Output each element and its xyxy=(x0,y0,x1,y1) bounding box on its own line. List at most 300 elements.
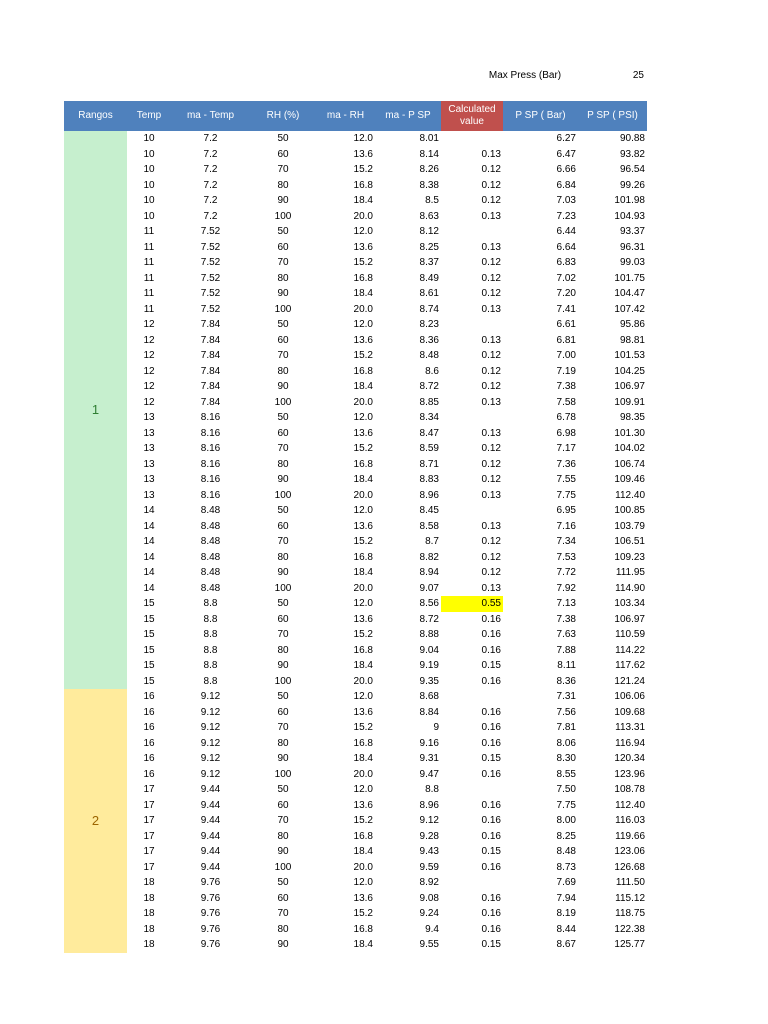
psp-psi-cell[interactable]: 107.42 xyxy=(614,303,645,315)
temp-cell[interactable]: 11 xyxy=(143,288,155,299)
calculated-value-cell[interactable]: 0.16 xyxy=(481,923,501,935)
psp-bar-cell[interactable]: 6.27 xyxy=(556,133,576,144)
ma-psp-cell[interactable]: 8.34 xyxy=(419,412,439,423)
temp-cell[interactable]: 17 xyxy=(143,846,155,857)
psp-psi-cell[interactable]: 103.79 xyxy=(614,520,645,532)
ma-temp-cell[interactable]: 8.8 xyxy=(203,613,218,625)
ma-psp-cell[interactable]: 8.94 xyxy=(419,567,439,578)
rh-cell[interactable]: 70 xyxy=(277,257,289,268)
psp-bar-cell[interactable]: 6.47 xyxy=(556,148,576,160)
temp-cell[interactable]: 17 xyxy=(143,784,155,795)
psp-bar-cell[interactable]: 8.00 xyxy=(556,815,576,826)
ma-rh-cell[interactable]: 15.2 xyxy=(353,350,373,361)
calculated-value-cell[interactable]: 0.13 xyxy=(481,427,501,439)
ma-rh-cell[interactable]: 18.4 xyxy=(353,660,373,671)
calculated-value-cell[interactable]: 0.13 xyxy=(481,303,501,315)
ma-temp-cell[interactable]: 7.84 xyxy=(200,350,221,361)
temp-cell[interactable]: 10 xyxy=(143,179,155,191)
rh-cell[interactable]: 80 xyxy=(277,830,289,842)
psp-bar-cell[interactable]: 8.25 xyxy=(556,830,576,842)
ma-temp-cell[interactable]: 8.48 xyxy=(200,567,221,578)
psp-psi-cell[interactable]: 116.03 xyxy=(615,815,645,826)
psp-bar-cell[interactable]: 7.38 xyxy=(556,613,576,625)
rh-cell[interactable]: 70 xyxy=(277,164,289,175)
ma-psp-cell[interactable]: 9.04 xyxy=(419,644,439,656)
rh-cell[interactable]: 90 xyxy=(277,660,289,671)
ma-psp-cell[interactable]: 8.71 xyxy=(419,458,439,470)
calculated-value-cell[interactable]: 0.12 xyxy=(481,536,501,547)
psp-psi-cell[interactable]: 114.90 xyxy=(615,582,645,594)
rh-cell[interactable]: 60 xyxy=(277,427,289,439)
ma-temp-cell[interactable]: 9.44 xyxy=(200,861,221,873)
calculated-value-cell[interactable] xyxy=(441,875,503,891)
temp-cell[interactable]: 12 xyxy=(143,319,155,330)
calculated-value-cell[interactable]: 0.16 xyxy=(481,799,501,811)
temp-cell[interactable]: 11 xyxy=(143,226,155,237)
psp-bar-cell[interactable]: 6.84 xyxy=(556,179,576,191)
ma-temp-cell[interactable]: 7.52 xyxy=(200,241,221,253)
rh-cell[interactable]: 100 xyxy=(274,768,292,780)
ma-rh-cell[interactable]: 16.8 xyxy=(353,830,373,842)
ma-rh-cell[interactable]: 15.2 xyxy=(353,257,373,268)
ma-psp-cell[interactable]: 8.63 xyxy=(419,210,439,222)
ma-temp-cell[interactable]: 8.16 xyxy=(200,412,221,423)
rh-cell[interactable]: 80 xyxy=(277,272,289,284)
ma-temp-cell[interactable]: 8.16 xyxy=(200,474,221,485)
psp-psi-cell[interactable]: 93.37 xyxy=(619,226,645,237)
temp-cell[interactable]: 18 xyxy=(143,923,155,935)
rh-cell[interactable]: 70 xyxy=(277,815,289,826)
temp-cell[interactable]: 16 xyxy=(143,691,155,702)
ma-psp-cell[interactable]: 9.19 xyxy=(419,660,439,671)
psp-psi-cell[interactable]: 111.95 xyxy=(615,567,645,578)
ma-temp-cell[interactable]: 7.52 xyxy=(200,257,221,268)
rh-cell[interactable]: 80 xyxy=(277,551,289,563)
ma-temp-cell[interactable]: 8.48 xyxy=(200,505,221,516)
ma-rh-cell[interactable]: 15.2 xyxy=(353,815,373,826)
temp-cell[interactable]: 12 xyxy=(143,350,155,361)
rh-cell[interactable]: 70 xyxy=(277,443,289,454)
ma-temp-cell[interactable]: 7.2 xyxy=(203,148,218,160)
psp-psi-cell[interactable]: 106.74 xyxy=(614,458,645,470)
temp-cell[interactable]: 14 xyxy=(143,582,155,594)
temp-cell[interactable]: 15 xyxy=(143,629,155,640)
psp-bar-cell[interactable]: 7.58 xyxy=(556,396,576,408)
ma-temp-cell[interactable]: 7.52 xyxy=(200,303,221,315)
psp-psi-cell[interactable]: 109.46 xyxy=(614,474,645,485)
col-header-psp-bar[interactable]: P SP ( Bar) xyxy=(503,101,578,131)
ma-temp-cell[interactable]: 9.44 xyxy=(200,799,221,811)
ma-temp-cell[interactable]: 9.12 xyxy=(200,691,221,702)
psp-bar-cell[interactable]: 8.36 xyxy=(556,675,576,687)
temp-cell[interactable]: 11 xyxy=(143,272,155,284)
ma-rh-cell[interactable]: 16.8 xyxy=(353,272,373,284)
rh-cell[interactable]: 70 xyxy=(277,536,289,547)
temp-cell[interactable]: 10 xyxy=(143,148,155,160)
ma-temp-cell[interactable]: 8.8 xyxy=(203,598,218,609)
temp-cell[interactable]: 13 xyxy=(143,412,155,423)
temp-cell[interactable]: 18 xyxy=(143,877,155,888)
psp-bar-cell[interactable]: 6.64 xyxy=(556,241,576,253)
psp-psi-cell[interactable]: 125.77 xyxy=(614,939,645,950)
calculated-value-cell[interactable]: 0.12 xyxy=(481,179,501,191)
temp-cell[interactable]: 17 xyxy=(143,861,155,873)
psp-bar-cell[interactable]: 8.44 xyxy=(556,923,576,935)
psp-psi-cell[interactable]: 106.51 xyxy=(614,536,645,547)
temp-cell[interactable]: 10 xyxy=(143,195,155,206)
psp-bar-cell[interactable]: 7.88 xyxy=(556,644,576,656)
temp-cell[interactable]: 10 xyxy=(143,210,155,222)
temp-cell[interactable]: 14 xyxy=(143,551,155,563)
ma-rh-cell[interactable]: 15.2 xyxy=(353,536,373,547)
calculated-value-cell[interactable]: 0.12 xyxy=(481,443,501,454)
temp-cell[interactable]: 15 xyxy=(143,613,155,625)
rh-cell[interactable]: 90 xyxy=(277,288,289,299)
ma-temp-cell[interactable]: 8.16 xyxy=(200,458,221,470)
rh-cell[interactable]: 50 xyxy=(277,784,289,795)
ma-rh-cell[interactable]: 16.8 xyxy=(353,365,373,377)
ma-temp-cell[interactable]: 7.2 xyxy=(203,133,218,144)
psp-bar-cell[interactable]: 8.19 xyxy=(556,908,576,919)
ma-rh-cell[interactable]: 18.4 xyxy=(353,567,373,578)
ma-temp-cell[interactable]: 8.16 xyxy=(200,427,221,439)
psp-bar-cell[interactable]: 7.41 xyxy=(556,303,576,315)
ma-rh-cell[interactable]: 18.4 xyxy=(353,288,373,299)
calculated-value-cell[interactable]: 0.12 xyxy=(481,350,501,361)
ma-temp-cell[interactable]: 9.12 xyxy=(200,722,221,733)
ma-rh-cell[interactable]: 13.6 xyxy=(353,892,373,904)
ma-psp-cell[interactable]: 9 xyxy=(433,722,439,733)
calculated-value-cell[interactable]: 0.16 xyxy=(481,613,501,625)
calculated-value-cell[interactable]: 0.12 xyxy=(481,195,501,206)
calculated-value-cell[interactable]: 0.12 xyxy=(481,164,501,175)
ma-psp-cell[interactable]: 8.37 xyxy=(419,257,439,268)
rh-cell[interactable]: 90 xyxy=(277,474,289,485)
psp-bar-cell[interactable]: 7.75 xyxy=(556,489,576,501)
rh-cell[interactable]: 60 xyxy=(277,706,289,718)
psp-psi-cell[interactable]: 123.96 xyxy=(614,768,645,780)
psp-bar-cell[interactable]: 7.72 xyxy=(556,567,576,578)
temp-cell[interactable]: 16 xyxy=(143,768,155,780)
calculated-value-cell[interactable]: 0.15 xyxy=(481,753,501,764)
ma-rh-cell[interactable]: 16.8 xyxy=(353,644,373,656)
ma-psp-cell[interactable]: 8.72 xyxy=(419,613,439,625)
ma-psp-cell[interactable]: 8.96 xyxy=(419,489,439,501)
ma-rh-cell[interactable]: 15.2 xyxy=(353,722,373,733)
psp-psi-cell[interactable]: 109.23 xyxy=(614,551,645,563)
ma-rh-cell[interactable]: 12.0 xyxy=(353,784,373,795)
col-header-ma-psp[interactable]: ma - P SP xyxy=(375,101,441,131)
psp-psi-cell[interactable]: 109.91 xyxy=(614,396,645,408)
ma-rh-cell[interactable]: 13.6 xyxy=(353,799,373,811)
ma-rh-cell[interactable]: 12.0 xyxy=(353,505,373,516)
temp-cell[interactable]: 17 xyxy=(143,815,155,826)
ma-temp-cell[interactable]: 9.76 xyxy=(200,892,221,904)
calculated-value-cell[interactable]: 0.13 xyxy=(481,489,501,501)
rh-cell[interactable]: 50 xyxy=(277,412,289,423)
psp-bar-cell[interactable]: 7.34 xyxy=(556,536,576,547)
temp-cell[interactable]: 16 xyxy=(143,722,155,733)
temp-cell[interactable]: 11 xyxy=(143,241,155,253)
ma-rh-cell[interactable]: 15.2 xyxy=(353,629,373,640)
ma-rh-cell[interactable]: 12.0 xyxy=(353,691,373,702)
ma-psp-cell[interactable]: 8.7 xyxy=(425,536,439,547)
ma-temp-cell[interactable]: 8.48 xyxy=(200,536,221,547)
ma-rh-cell[interactable]: 12.0 xyxy=(353,133,373,144)
temp-cell[interactable]: 11 xyxy=(143,303,155,315)
psp-psi-cell[interactable]: 112.40 xyxy=(615,799,645,811)
temp-cell[interactable]: 14 xyxy=(143,505,155,516)
ma-psp-cell[interactable]: 8.68 xyxy=(419,691,439,702)
ma-rh-cell[interactable]: 16.8 xyxy=(353,923,373,935)
ma-rh-cell[interactable]: 13.6 xyxy=(353,706,373,718)
calculated-value-cell[interactable]: 0.16 xyxy=(481,892,501,904)
ma-psp-cell[interactable]: 8.12 xyxy=(419,226,439,237)
ma-rh-cell[interactable]: 18.4 xyxy=(353,753,373,764)
psp-psi-cell[interactable]: 123.06 xyxy=(614,846,645,857)
calculated-value-cell[interactable]: 0.12 xyxy=(481,288,501,299)
psp-bar-cell[interactable]: 7.56 xyxy=(556,706,576,718)
temp-cell[interactable]: 12 xyxy=(143,334,155,346)
temp-cell[interactable]: 15 xyxy=(143,660,155,671)
temp-cell[interactable]: 16 xyxy=(143,737,155,749)
temp-cell[interactable]: 12 xyxy=(143,396,155,408)
ma-psp-cell[interactable]: 8.83 xyxy=(419,474,439,485)
ma-rh-cell[interactable]: 16.8 xyxy=(353,458,373,470)
psp-psi-cell[interactable]: 101.30 xyxy=(614,427,645,439)
temp-cell[interactable]: 18 xyxy=(143,939,155,950)
rango-cell[interactable]: 1 xyxy=(64,131,127,689)
psp-psi-cell[interactable]: 110.59 xyxy=(615,629,645,640)
col-header-ma-temp[interactable]: ma - Temp xyxy=(171,101,250,131)
rh-cell[interactable]: 50 xyxy=(277,598,289,609)
psp-bar-cell[interactable]: 6.78 xyxy=(556,412,576,423)
psp-psi-cell[interactable]: 106.97 xyxy=(614,613,645,625)
rh-cell[interactable]: 80 xyxy=(277,737,289,749)
calculated-value-cell[interactable]: 0.12 xyxy=(481,567,501,578)
rh-cell[interactable]: 60 xyxy=(277,148,289,160)
psp-psi-cell[interactable]: 113.31 xyxy=(615,722,645,733)
ma-temp-cell[interactable]: 9.76 xyxy=(200,939,221,950)
ma-psp-cell[interactable]: 9.07 xyxy=(419,582,439,594)
rh-cell[interactable]: 50 xyxy=(277,505,289,516)
ma-rh-cell[interactable]: 20.0 xyxy=(353,489,373,501)
rh-cell[interactable]: 100 xyxy=(274,489,292,501)
rh-cell[interactable]: 100 xyxy=(274,675,292,687)
temp-cell[interactable]: 12 xyxy=(143,381,155,392)
calculated-value-cell[interactable]: 0.16 xyxy=(481,644,501,656)
calculated-value-cell[interactable]: 0.12 xyxy=(481,257,501,268)
ma-psp-cell[interactable]: 8.8 xyxy=(425,784,439,795)
psp-bar-cell[interactable]: 6.83 xyxy=(556,257,576,268)
calculated-value-cell[interactable]: 0.12 xyxy=(481,272,501,284)
ma-psp-cell[interactable]: 8.82 xyxy=(419,551,439,563)
ma-temp-cell[interactable]: 9.12 xyxy=(200,753,221,764)
rh-cell[interactable]: 100 xyxy=(274,582,292,594)
psp-bar-cell[interactable]: 8.67 xyxy=(556,939,576,950)
rh-cell[interactable]: 100 xyxy=(274,210,292,222)
calculated-value-cell[interactable] xyxy=(441,689,503,705)
ma-temp-cell[interactable]: 8.16 xyxy=(200,489,221,501)
ma-rh-cell[interactable]: 18.4 xyxy=(353,474,373,485)
calculated-value-cell[interactable] xyxy=(441,503,503,519)
ma-psp-cell[interactable]: 9.31 xyxy=(419,753,439,764)
psp-bar-cell[interactable]: 7.53 xyxy=(556,551,576,563)
temp-cell[interactable]: 15 xyxy=(143,598,155,609)
psp-psi-cell[interactable]: 117.62 xyxy=(615,660,645,671)
ma-temp-cell[interactable]: 9.44 xyxy=(200,830,221,842)
ma-psp-cell[interactable]: 8.85 xyxy=(419,396,439,408)
ma-psp-cell[interactable]: 9.16 xyxy=(419,737,439,749)
psp-psi-cell[interactable]: 99.03 xyxy=(619,257,645,268)
calculated-value-cell[interactable]: 0.15 xyxy=(481,846,501,857)
ma-temp-cell[interactable]: 7.52 xyxy=(200,288,221,299)
ma-temp-cell[interactable]: 7.84 xyxy=(200,365,221,377)
rh-cell[interactable]: 80 xyxy=(277,644,289,656)
ma-psp-cell[interactable]: 9.47 xyxy=(419,768,439,780)
rh-cell[interactable]: 90 xyxy=(277,195,289,206)
max-press-value[interactable]: 25 xyxy=(632,70,644,81)
ma-temp-cell[interactable]: 9.76 xyxy=(200,908,221,919)
psp-psi-cell[interactable]: 106.97 xyxy=(614,381,645,392)
ma-temp-cell[interactable]: 8.8 xyxy=(203,629,218,640)
calculated-value-cell[interactable]: 0.16 xyxy=(481,768,501,780)
ma-rh-cell[interactable]: 18.4 xyxy=(353,381,373,392)
rh-cell[interactable]: 80 xyxy=(277,179,289,191)
ma-temp-cell[interactable]: 7.2 xyxy=(203,179,218,191)
temp-cell[interactable]: 14 xyxy=(143,520,155,532)
ma-psp-cell[interactable]: 9.28 xyxy=(419,830,439,842)
calculated-value-cell[interactable]: 0.12 xyxy=(481,551,501,563)
psp-psi-cell[interactable]: 119.66 xyxy=(615,830,645,842)
temp-cell[interactable]: 12 xyxy=(143,365,155,377)
rh-cell[interactable]: 80 xyxy=(277,365,289,377)
calculated-value-cell[interactable]: 0.55 xyxy=(441,596,503,612)
psp-bar-cell[interactable]: 7.20 xyxy=(556,288,576,299)
ma-psp-cell[interactable]: 8.72 xyxy=(419,381,439,392)
ma-temp-cell[interactable]: 9.44 xyxy=(200,846,221,857)
psp-psi-cell[interactable]: 118.75 xyxy=(615,908,645,919)
ma-temp-cell[interactable]: 8.8 xyxy=(203,660,218,671)
ma-rh-cell[interactable]: 16.8 xyxy=(353,551,373,563)
psp-psi-cell[interactable]: 101.98 xyxy=(614,195,645,206)
rh-cell[interactable]: 80 xyxy=(277,923,289,935)
psp-bar-cell[interactable]: 7.50 xyxy=(556,784,576,795)
rh-cell[interactable]: 60 xyxy=(277,241,289,253)
ma-rh-cell[interactable]: 13.6 xyxy=(353,334,373,346)
ma-rh-cell[interactable]: 12.0 xyxy=(353,598,373,609)
psp-bar-cell[interactable]: 7.19 xyxy=(556,365,576,377)
calculated-value-cell[interactable]: 0.16 xyxy=(481,861,501,873)
ma-psp-cell[interactable]: 8.92 xyxy=(419,877,439,888)
psp-psi-cell[interactable]: 115.12 xyxy=(615,892,645,904)
psp-psi-cell[interactable]: 104.25 xyxy=(614,365,645,377)
temp-cell[interactable]: 13 xyxy=(143,489,155,501)
ma-psp-cell[interactable]: 8.47 xyxy=(419,427,439,439)
psp-psi-cell[interactable]: 104.93 xyxy=(614,210,645,222)
psp-bar-cell[interactable]: 7.03 xyxy=(556,195,576,206)
rh-cell[interactable]: 90 xyxy=(277,567,289,578)
temp-cell[interactable]: 15 xyxy=(143,675,155,687)
psp-bar-cell[interactable]: 6.95 xyxy=(556,505,576,516)
ma-psp-cell[interactable]: 8.49 xyxy=(419,272,439,284)
calculated-value-cell[interactable]: 0.13 xyxy=(481,210,501,222)
ma-temp-cell[interactable]: 7.84 xyxy=(200,396,221,408)
ma-psp-cell[interactable]: 8.56 xyxy=(419,598,439,609)
psp-psi-cell[interactable]: 99.26 xyxy=(619,179,645,191)
calculated-value-cell[interactable]: 0.13 xyxy=(481,520,501,532)
rh-cell[interactable]: 50 xyxy=(277,319,289,330)
rh-cell[interactable]: 50 xyxy=(277,226,289,237)
calculated-value-cell[interactable] xyxy=(441,131,503,147)
psp-bar-cell[interactable]: 6.44 xyxy=(556,226,576,237)
psp-bar-cell[interactable]: 8.30 xyxy=(556,753,576,764)
rh-cell[interactable]: 100 xyxy=(274,303,292,315)
ma-rh-cell[interactable]: 18.4 xyxy=(353,195,373,206)
ma-rh-cell[interactable]: 20.0 xyxy=(353,396,373,408)
psp-psi-cell[interactable]: 121.24 xyxy=(614,675,645,687)
ma-temp-cell[interactable]: 7.2 xyxy=(203,210,218,222)
calculated-value-cell[interactable]: 0.12 xyxy=(481,381,501,392)
temp-cell[interactable]: 14 xyxy=(143,567,155,578)
calculated-value-cell[interactable]: 0.12 xyxy=(481,365,501,377)
rh-cell[interactable]: 60 xyxy=(277,799,289,811)
ma-temp-cell[interactable]: 7.52 xyxy=(200,272,221,284)
psp-psi-cell[interactable]: 122.38 xyxy=(614,923,645,935)
calculated-value-cell[interactable]: 0.13 xyxy=(481,241,501,253)
temp-cell[interactable]: 17 xyxy=(143,830,155,842)
ma-temp-cell[interactable]: 7.52 xyxy=(200,226,221,237)
ma-temp-cell[interactable]: 8.8 xyxy=(203,675,218,687)
psp-psi-cell[interactable]: 100.85 xyxy=(614,505,645,516)
ma-temp-cell[interactable]: 9.76 xyxy=(200,923,221,935)
temp-cell[interactable]: 13 xyxy=(143,458,155,470)
calculated-value-cell[interactable]: 0.13 xyxy=(481,334,501,346)
ma-psp-cell[interactable]: 8.5 xyxy=(425,195,439,206)
rh-cell[interactable]: 50 xyxy=(277,133,289,144)
ma-psp-cell[interactable]: 8.84 xyxy=(419,706,439,718)
psp-bar-cell[interactable]: 8.11 xyxy=(557,660,576,671)
calculated-value-cell[interactable]: 0.16 xyxy=(481,675,501,687)
ma-psp-cell[interactable]: 9.59 xyxy=(419,861,439,873)
ma-temp-cell[interactable]: 7.2 xyxy=(203,195,218,206)
rh-cell[interactable]: 70 xyxy=(277,908,289,919)
rh-cell[interactable]: 90 xyxy=(277,381,289,392)
calculated-value-cell[interactable]: 0.13 xyxy=(481,148,501,160)
psp-psi-cell[interactable]: 106.06 xyxy=(614,691,645,702)
calculated-value-cell[interactable]: 0.15 xyxy=(481,939,501,950)
temp-cell[interactable]: 17 xyxy=(143,799,155,811)
ma-psp-cell[interactable]: 8.48 xyxy=(419,350,439,361)
rh-cell[interactable]: 70 xyxy=(277,629,289,640)
ma-rh-cell[interactable]: 20.0 xyxy=(353,582,373,594)
ma-rh-cell[interactable]: 12.0 xyxy=(353,412,373,423)
ma-psp-cell[interactable]: 8.25 xyxy=(419,241,439,253)
psp-bar-cell[interactable]: 8.55 xyxy=(556,768,576,780)
calculated-value-cell[interactable]: 0.16 xyxy=(481,815,501,826)
rh-cell[interactable]: 70 xyxy=(277,722,289,733)
psp-psi-cell[interactable]: 96.31 xyxy=(619,241,645,253)
ma-psp-cell[interactable]: 8.01 xyxy=(419,133,439,144)
ma-temp-cell[interactable]: 7.84 xyxy=(200,334,221,346)
ma-psp-cell[interactable]: 9.35 xyxy=(419,675,439,687)
ma-psp-cell[interactable]: 9.24 xyxy=(419,908,439,919)
temp-cell[interactable]: 13 xyxy=(143,427,155,439)
ma-temp-cell[interactable]: 7.84 xyxy=(200,381,221,392)
ma-rh-cell[interactable]: 12.0 xyxy=(353,226,373,237)
rh-cell[interactable]: 100 xyxy=(274,396,292,408)
col-header-ma-rh[interactable]: ma - RH xyxy=(316,101,375,131)
